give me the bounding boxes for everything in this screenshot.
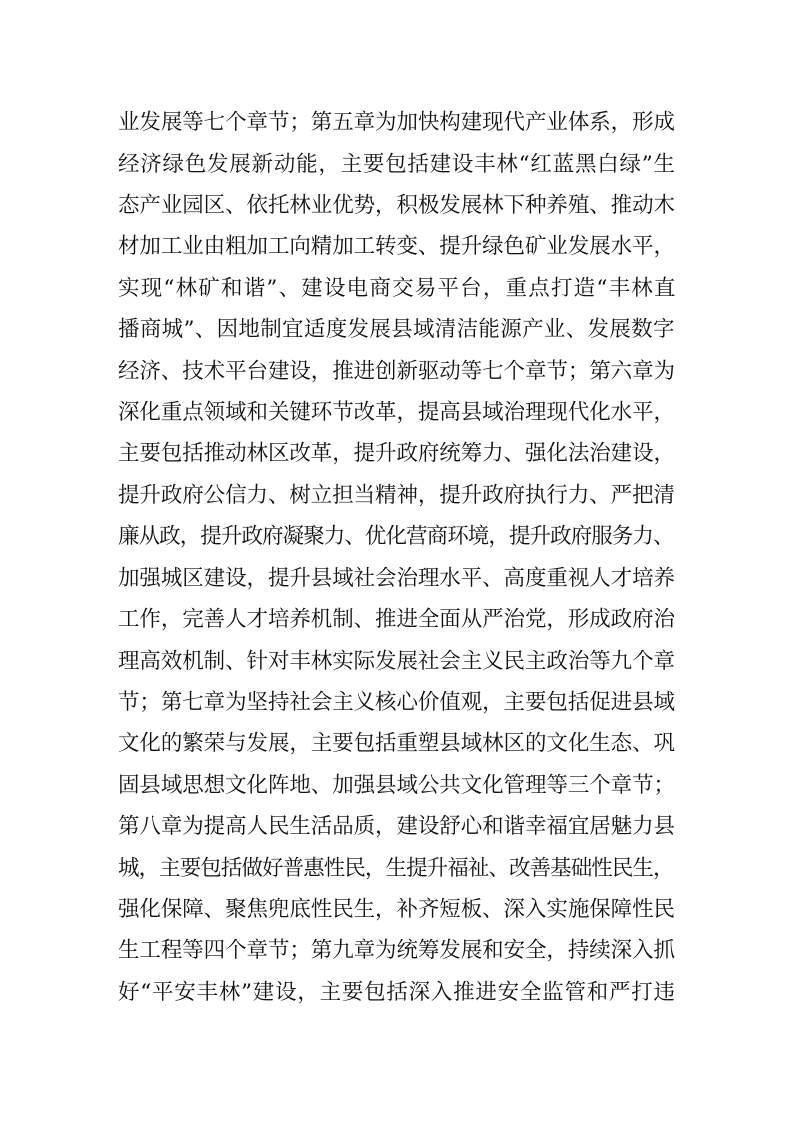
text-line: 经济绿色发展新动能，主要包括建设丰林“红蓝黑白绿”生 xyxy=(118,152,676,177)
text-line: 第八章为提高人民生活品质，建设舒心和谐幸福宜居魅力县 xyxy=(118,814,675,839)
text-line: 提升政府公信力、树立担当精神，提升政府执行力、严把清 xyxy=(118,483,675,508)
text-line: 固县域思想文化阵地、加强县域公共文化管理等三个章节； xyxy=(118,773,675,798)
text-line: 实现“林矿和谐”、建设电商交易平台，重点打造“丰林直 xyxy=(118,276,677,301)
text-line: 经济、技术平台建设，推进创新驱动等七个章节；第六章为 xyxy=(118,359,675,384)
text-line: 工作，完善人才培养机制、推进全面从严治党，形成政府治 xyxy=(118,607,675,632)
text-line: 业发展等七个章节；第五章为加快构建现代产业体系，形成 xyxy=(118,110,675,135)
text-line: 深化重点领域和关键环节改革，提高县域治理现代化水平， xyxy=(118,400,675,425)
text-line: 主要包括推动林区改革，提升政府统筹力、强化法治建设， xyxy=(118,441,675,466)
text-line: 播商城”、因地制宜适度发展县域清洁能源产业、发展数字 xyxy=(118,317,675,342)
text-line: 理高效机制、针对丰林实际发展社会主义民主政治等九个章 xyxy=(118,649,675,674)
text-line: 文化的繁荣与发展，主要包括重塑县域林区的文化生态、巩 xyxy=(118,731,675,756)
text-line: 加强城区建设，提升县域社会治理水平、高度重视人才培养 xyxy=(118,566,675,591)
text-line: 材加工业由粗加工向精加工转变、提升绿色矿业发展水平， xyxy=(118,234,675,259)
text-line: 生工程等四个章节；第九章为统筹发展和安全，持续深入抓 xyxy=(118,938,675,963)
text-line: 城，主要包括做好普惠性民，生提升福祉、改善基础性民生， xyxy=(118,856,674,881)
text-line: 节；第七章为坚持社会主义核心价值观，主要包括促进县域 xyxy=(118,690,675,715)
text-line: 强化保障、聚焦兜底性民生，补齐短板、深入实施保障性民 xyxy=(118,897,675,922)
text-line: 好“平安丰林”建设，主要包括深入推进安全监管和严打违 xyxy=(118,980,676,1005)
text-line: 廉从政，提升政府凝聚力、优化营商环境，提升政府服务力、 xyxy=(118,524,674,549)
text-line: 态产业园区、依托林业优势，积极发展林下种养殖、推动木 xyxy=(118,193,675,218)
